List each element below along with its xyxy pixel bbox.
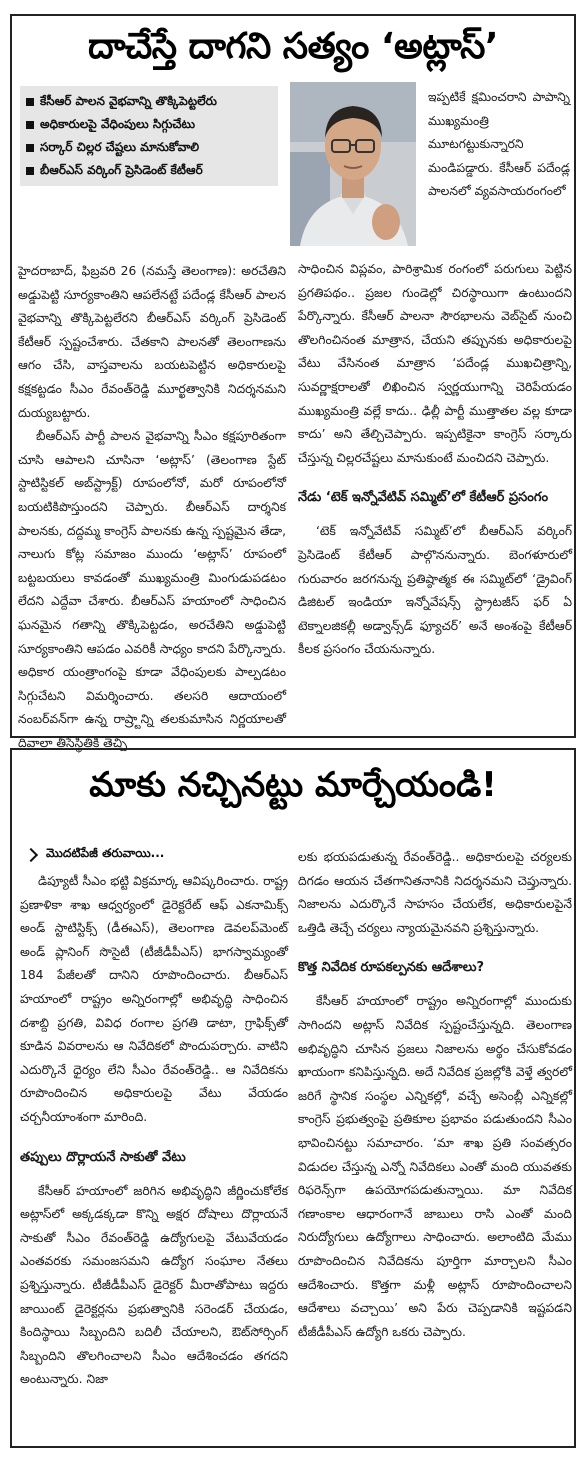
highlight-item: అధికారులపై వేధింపులు సిగ్గుచేటు (26, 113, 272, 136)
bullet-square-icon (26, 98, 34, 106)
continued-label: మొదటిపేజీ తరువాయి... (26, 846, 164, 863)
portrait-image (290, 82, 416, 246)
chevron-right-icon (24, 847, 38, 861)
article-headline: మాకు నచ్చినట్టు మార్చేయండి! (89, 765, 497, 805)
bullet-square-icon (26, 144, 34, 152)
article-body-right: లకు భయపడుతున్న రేవంత్‌రెడ్డి.. అధికారులపై చర్యలకు దిగడం ఆయన చేతగానితనానికి నిదర్శనమని చెప్తున్నారు. నిజాలను ఎదుర్కొనే సాహసం చేయలేక, అధికారులపైనే ఒత్తిడి తెచ్చే చర్యలు న్యాయమైనవని ప్రశ్నిస్తున్నారు. కొత్త నివేదిక రూపకల్పనకు ఆదేశాలు? కేసీఆర్ హయాంలో రాష్ట్రం అన్నిరంగాల్లో ముందుకు సాగిందని అట్లాస్ నివేదిక స్పష్టంచేస్తున్నది. తెలంగాణ అభివృద్ధిని చూసిన ప్రజలు నిజాలను అర్థం చేసుకోవడం ఖాయంగా కనిపిస్తున్నది. అదే నివేదిక ప్రజల్లోకి వెళ్తే త్వరలో జరిగే స్థానిక సంస్థల ఎన్నికల్లో, వచ్చే అసెంబ్లీ ఎన్నికల్లో కాంగ్రెస్ ప్రభుత్వంపై ప్రతికూల ప్రభావం పడుతుందని సీఎం భావించినట్టు సమాచారం. ‘మా శాఖ ప్రతి సంవత్సరం విడుదల చేస్తున్న ఎన్నో నివేదికలు ఎంతో మంది యువతకు రిఫరెన్స్‌గా ఉపయోగపడుతున్నాయి. మా నివేదిక గణాంకాల ఆధారంగానే జాబులు రాసి ఎంతో మంది నిరుద్యోగులు ఉద్యోగాలు సాధించారు. అలాంటిది మేము రూపొందించిన నివేదికను పూర్తిగా మార్చాలని సీఎం ఆదేశించారు. కొత్తగా మళ్లీ అట్లాస్ రూపొందించాలని ఆదేశాలు వచ్చాయి’ అని పేరు చెప్పడానికి ఇష్టపడని టీజీడీపీఎస్ ఉద్యోగి ఒకరు చెప్పారు. (298, 850, 572, 1339)
highlight-item: సర్కార్ చిల్లర చేష్టలు మానుకోవాలి (26, 136, 272, 159)
bullet-square-icon (26, 121, 34, 129)
section-subhead: నేడు ‘టెక్ ఇన్నోవేటివ్ సమ్మిట్’లో కేటీఆర్ ప్రసంగం (298, 490, 549, 506)
section-subhead: కొత్త నివేదిక రూపకల్పనకు ఆదేశాలు? (298, 960, 484, 976)
highlight-item: బీఆర్ఎస్ వర్కింగ్ ప్రెసిడెంట్ కేటీఆర్ (26, 159, 272, 182)
highlight-item: కేసీఆర్ పాలన వైభవాన్ని తొక్కిపెట్టలేరు (26, 90, 272, 113)
article-headline: దాచేస్తే దాగని సత్యం ‘అట్లాస్’ (87, 26, 499, 67)
article-body-right: సాధించిన విప్లవం, పారిశ్రామిక రంగంలో పరుగులు పెట్టిన ప్రగతిపథం.. ప్రజల గుండెల్లో చిరస్థాయిగా ఉంటుందని పేర్కొన్నారు. కేసీఆర్ పాలనా సౌరభాలను వెబ్‌సైట్ నుంచి తొలగించినంత మాత్రాన, చేయని తప్పునకు అధికారులపై వేటు వేసినంత మాత్రాన ‘పదేండ్ల ముఖచిత్రాన్ని, సువర్ణాక్షరాలతో లిఖించిన స్వర్ణయుగాన్ని చెరిపేయడం ముఖ్యమంత్రి వల్లే కాదు.. ఢిల్లీ పార్టీ ముత్తాతల వల్ల కూడా కాదు’ అని తేల్చిచెప్పారు. ఇప్పటికైనా కాంగ్రెస్ సర్కారు చేస్తున్న చిల్లరచేష్టలు మానుకుంటే మంచిదని చెప్పారు. నేడు ‘టెక్ ఇన్నోవేటివ్ సమ్మిట్’లో కేటీఆర్ ప్రసంగం ‘టెక్ ఇన్నోవేటివ్ సమ్మిట్’లో బీఆర్ఎస్ వర్కింగ్ ప్రెసిడెంట్ కేటీఆర్ పాల్గొననున్నారు. బెంగళూరులో గురువారం జరగనున్న ప్రతిష్ఠాత్మక ఈ సమ్మిట్‌లో ‘డ్రైవింగ్ డిజిటల్ ఇండియా ఇన్నోవేషన్స్ స్ట్రాటజీస్ ఫర్ ఏ టెక్నాలజికల్లీ అడ్వాన్స్‌డ్ ఫ్యూచర్’ అనే అంశంపై కేటీఆర్ కీలక ప్రసంగం చేయనున్నారు. (298, 262, 572, 657)
highlights-box (20, 86, 278, 186)
article-body-right-top: ఇప్పటికే క్షమించరాని పాపాన్ని ముఖ్యమంత్రి మూటగట్టుకున్నారని మండిపడ్డారు. కేసీఆర్ పదేండ్ల పాలనలో వ్యవసాయరంగంలో (428, 90, 570, 199)
article-body-left: హైదరాబాద్, ఫిబ్రవరి 26 (నమస్తే తెలంగాణ): అరచేతిని అడ్డుపెట్టి సూర్యకాంతిని ఆపలేనట్టే పదేండ్ల కేసీఆర్ పాలన వైభవాన్ని తొక్కిపెట్టలేరని బీఆర్ఎస్ వర్కింగ్ ప్రెసిడెంట్ కేటీఆర్ స్పష్టంచేశారు. చేతకాని పాలనతో తెలంగాణను ఆగం చేసి, వాస్తవాలను బయటపెట్టిన అధికారులపై కక్షకట్టడం సీఎం రేవంత్‌రెడ్డి మూర్ఖత్వానికి నిదర్శనమని దుయ్యబట్టారు. బీఆర్ఎస్ పార్టీ పాలన వైభవాన్ని సీఎం కక్షపూరితంగా చూసి ఆపాలని చూసినా ‘అట్లాస్’ (తెలంగాణ స్టేట్ స్టాటిస్టికల్ అబ్‌స్ట్రాక్ట్) రూపంలోనో, మరో రూపంలోనో బయటికిపొస్తుందని చెప్పారు. బీఆర్ఎస్ దార్శనిక పాలనకు, దద్దమ్మ కాంగ్రెస్ పాలనకు ఉన్న స్పష్టమైన తేడా, నాలుగు కోట్ల సమాజం ముందు ‘అట్లాస్’ రూపంలో బట్టబయలు కావడంతో ముఖ్యమంత్రి మింగుడుపడటం లేదని ఎద్దేవా చేశారు. బీఆర్ఎస్ హయాంలో సాధించిన ఘనమైన గతాన్ని తొక్కిపెట్టడం, అరచేతిని అడ్డుపెట్టి సూర్యకాంతిని ఆపడం ఎవరికీ సాధ్యం కాదని పేర్కొన్నారు. అధికార యంత్రాంగంపై కూడా వేధింపులకు పాల్పడటం సిగ్గుచేటని విమర్శించారు. తలసరి ఆదాయంలో నంబర్‌వన్‌గా ఉన్న రాష్ర్టాన్ని తలకుమాసిన నిర్ణయాలతో దివాలా తీసేస్థితికి తెచ్చి (18, 264, 286, 750)
bullet-square-icon (26, 167, 34, 175)
section-subhead: తప్పులు దొర్లాయనే సాకుతో వేటు (20, 1149, 186, 1165)
ktr-photo (290, 82, 416, 246)
article-body-left: డిప్యూటీ సీఎం భట్టి విక్రమార్క ఆవిష్కరించారు. రాష్ట్ర ప్రణాళికా శాఖ ఆధ్వర్యంలో డైరెక్టరేట్ ఆఫ్ ఎకనామిక్స్ అండ్ స్టాటిస్టిక్స్ (డీఈఎస్), తెలంగాణ డెవలప్‌మెంట్ అండ్ ప్లానింగ్ సొసైటీ (టీజీడీపీఎస్) భాగస్వామ్యంతో 184 పేజీలతో దానిని రూపొందించారు. బీఆర్ఎస్ హయాంలో రాష్ట్రం అన్నిరంగాల్లో అభివృద్ధి సాధించిన దశాబ్ది ప్రగతి, వివిధ రంగాల ప్రగతి డాటా, గ్రాఫిక్స్‌తో కూడిన వివరాలను ఆ నివేదికలో పొందుపర్చారు. వాటిని ఎదుర్కొనే ధైర్యం లేని సీఎం రేవంత్‌రెడ్డి.. ఆ నివేదికను రూపొందించిన అధికారులపై వేటు వేయడం చర్చనీయాంశంగా మారింది. తప్పులు దొర్లాయనే సాకుతో వేటు కేసీఆర్ హయాంలో జరిగిన అభివృద్ధిని జీర్ణించుకోలేక అట్లాస్‌లో అక్కడక్కడా కొన్ని అక్షర దోషాలు దొర్లాయనే సాకుతో సీఎం రేవంత్‌రెడ్డి ఉద్యోగులపై వేటువేయడం ఎంతవరకు సమంజసమని ఉద్యోగ సంఘాల నేతలు ప్రశ్నిస్తున్నారు. టీజీడీపీఎస్ డైరెక్టర్ మీరాతోపాటు ఇద్దరు జాయింట్ డైరెక్టర్లను ప్రభుత్వానికి సరెండర్ చేయడం, కిందిస్థాయి సిబ్బందిని బదిలీ చేయాలని, ఔట్‌సోర్సింగ్ సిబ్బందిని తొలగించాలని సీఎం ఆదేశించడం తగదని అంటున్నారు. నిజా (20, 874, 288, 1387)
